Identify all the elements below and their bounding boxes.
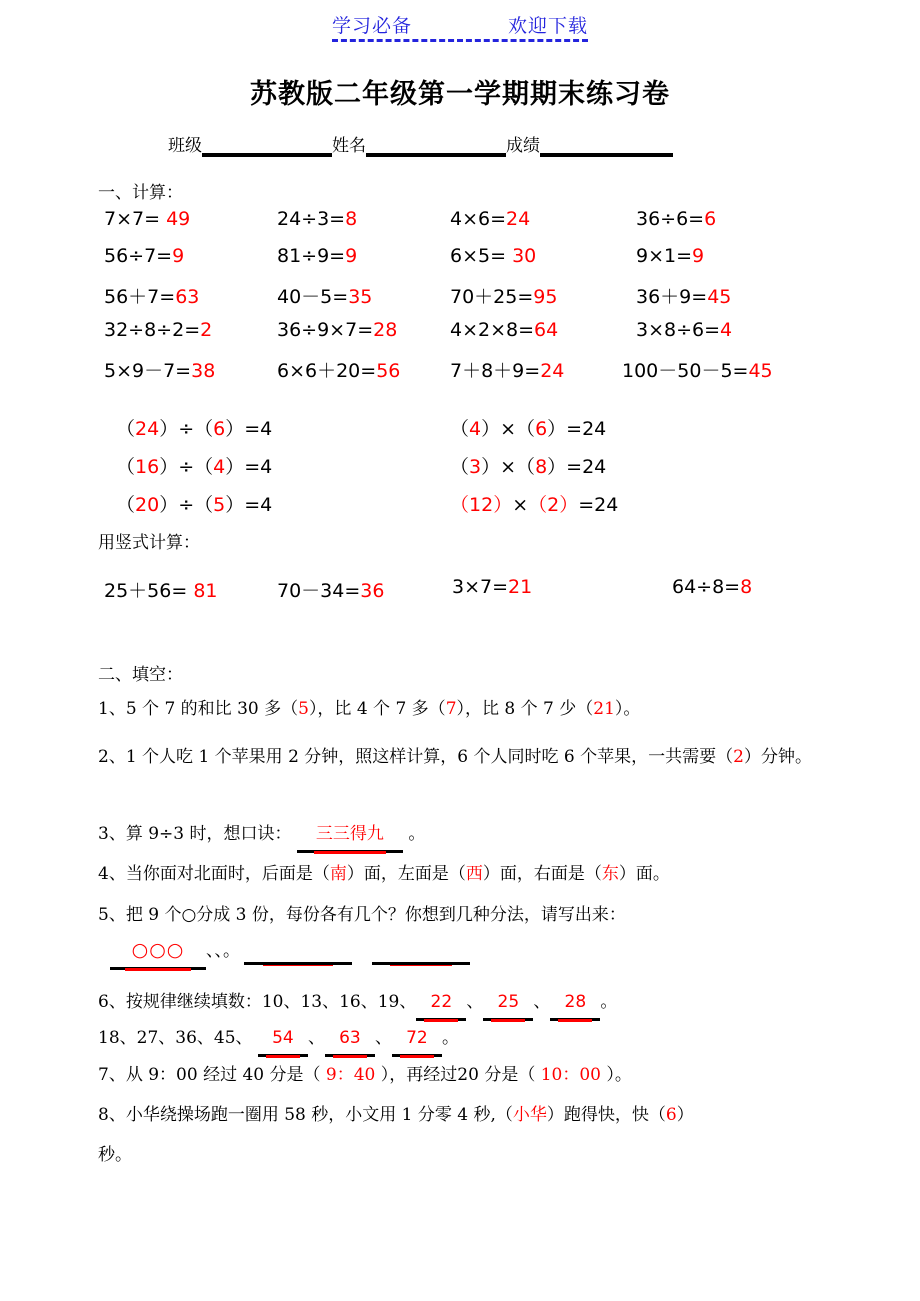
q4-answer: 东 <box>601 864 619 884</box>
calc-answer: 4 <box>720 319 733 341</box>
watermark-header <box>0 16 920 46</box>
question-8 <box>98 1103 898 1129</box>
paren-item: （3）×（8）=24 <box>450 456 607 478</box>
q1-answer: 5 <box>298 699 309 719</box>
paren-answer: 6 <box>213 418 226 440</box>
calc-problem: 40－5= <box>277 286 349 308</box>
calc-row <box>0 319 920 356</box>
q3-text-part: 3、算 9÷3 时，想口诀： <box>98 824 292 844</box>
calc-problem: 70－34= <box>277 580 361 602</box>
calc-row <box>0 282 920 319</box>
vertical-calc-item <box>277 576 384 603</box>
question-8-line-2: 秒。 <box>98 1145 132 1165</box>
q8-text-part: ）跑得快，快（ <box>546 1105 666 1125</box>
paren-answer: 8 <box>535 456 548 478</box>
calc-item <box>277 319 397 341</box>
q8-text-part: 8、小华绕操场跑一圈用 58 秒，小文用 1 分零 4 秒,（ <box>98 1105 513 1125</box>
question-6-line-2 <box>98 1026 904 1052</box>
q6-answer: 22 <box>430 992 453 1012</box>
paren-operator: ÷ <box>178 456 195 478</box>
watermark-dashed-rule <box>332 39 588 42</box>
watermark-left-text: 学习必备 <box>331 15 412 37</box>
q6-answer: 28 <box>564 992 587 1012</box>
calc-answer: 35 <box>348 286 373 308</box>
q5-separator: 。 <box>223 941 240 961</box>
paren-operator: × <box>512 494 529 516</box>
calc-item <box>104 356 215 383</box>
calc-item <box>104 282 199 309</box>
q3-answer-blank[interactable] <box>297 822 403 848</box>
name-label: 姓名 <box>332 136 366 156</box>
calc-answer: 38 <box>191 360 216 382</box>
calc-item <box>450 319 558 341</box>
q6-answer-blank[interactable] <box>392 1026 442 1052</box>
calc-row <box>0 208 920 245</box>
question-3 <box>98 822 904 848</box>
calc-problem: 6×6＋20= <box>277 360 377 382</box>
paren-operator: ÷ <box>178 494 195 516</box>
calc-problem: 7×7= <box>104 208 167 230</box>
paren-operator: × <box>500 418 517 440</box>
q4-text-part: ）面。 <box>618 864 670 884</box>
calc-problem: 5×9－7= <box>104 360 192 382</box>
paren-item: （16）÷（4）=4 <box>116 456 273 478</box>
page-title: 苏教版二年级第一学期期末练习卷 <box>250 79 670 110</box>
calc-problem: 100－50－5= <box>622 360 749 382</box>
calc-answer: 9 <box>172 245 185 267</box>
q6-answer: 54 <box>272 1028 294 1048</box>
q7-text-part: ），再经过20 分是（ <box>375 1065 541 1085</box>
calc-problem: 81÷9= <box>277 245 346 267</box>
paren-result: =24 <box>566 456 607 478</box>
paren-answer: 12 <box>469 494 494 516</box>
calc-item <box>636 282 731 309</box>
q1-text-part: 1、5 个 7 的和比 30 多（ <box>98 699 299 719</box>
calc-item <box>277 282 372 309</box>
q6-answer-blank[interactable] <box>483 990 533 1016</box>
name-blank[interactable] <box>366 135 506 157</box>
q3-text-part: 。 <box>408 824 426 844</box>
paren-result: =4 <box>244 494 273 516</box>
calc-item <box>450 208 530 230</box>
q6-separator: 、 <box>307 1028 325 1048</box>
calc-problem: 56＋7= <box>104 286 176 308</box>
paren-operator: × <box>500 456 517 478</box>
question-7 <box>98 1063 904 1089</box>
q5-separator: 、 <box>214 941 223 961</box>
question-1 <box>98 697 904 723</box>
section-2-heading: 二、填空： <box>98 665 183 685</box>
q6-answer-blank[interactable] <box>258 1026 308 1052</box>
watermark-right-text: 欢迎下载 <box>508 15 589 37</box>
paren-answer: 16 <box>135 456 160 478</box>
calc-problem: 32÷8÷2= <box>104 319 201 341</box>
q6-text-part: 。 <box>441 1028 459 1048</box>
paren-answer: 3 <box>469 456 482 478</box>
calc-problem: 24÷3= <box>277 208 346 230</box>
question-4 <box>98 862 904 888</box>
calc-answer: 21 <box>508 576 533 598</box>
calc-answer: 8 <box>740 576 753 598</box>
q6-text-part: 6、按规律继续填数：10、13、16、19、 <box>98 992 417 1012</box>
calc-problem: 64÷8= <box>672 576 741 598</box>
calc-item <box>104 245 184 267</box>
q8-answer: 小华 <box>512 1105 547 1125</box>
calc-answer: 36 <box>360 580 385 602</box>
calc-answer: 45 <box>707 286 732 308</box>
calc-item <box>636 245 704 267</box>
q6-separator: 、 <box>466 992 484 1012</box>
calc-problem: 3×7= <box>452 576 509 598</box>
q6-answer: 72 <box>406 1028 428 1048</box>
calc-answer: 9 <box>345 245 358 267</box>
q1-text-part: ）。 <box>614 699 641 719</box>
class-blank[interactable] <box>202 135 332 157</box>
q7-answer: 9：40 <box>325 1065 376 1085</box>
paren-result: =4 <box>244 456 273 478</box>
calc-problem: 36÷9×7= <box>277 319 374 341</box>
q8-text-part: ） <box>676 1105 694 1125</box>
q5-answer-blank-1[interactable] <box>110 936 206 965</box>
q4-text-part: 4、当你面对北面时，后面是（ <box>98 864 330 884</box>
student-info-line <box>168 131 673 157</box>
class-label: 班级 <box>168 136 202 156</box>
calc-problem: 7＋8＋9= <box>450 360 541 382</box>
section-1-heading: 一、计算： <box>98 183 183 203</box>
paren-answer: 20 <box>135 494 160 516</box>
q6-answer: 63 <box>339 1028 361 1048</box>
calc-row <box>0 356 920 393</box>
paren-row <box>0 452 920 490</box>
q5-text-part: 5、把 9 个○分成 3 份，每份各有几个？你想到几种分法，请写出来： <box>98 905 626 925</box>
paren-item: （24）÷（6）=4 <box>116 418 273 440</box>
calc-item <box>277 208 357 230</box>
q6-separator: 、 <box>533 992 551 1012</box>
calc-answer: 8 <box>345 208 358 230</box>
paren-result: =4 <box>244 418 273 440</box>
q1-text-part: ），比 4 个 7 多（ <box>308 699 446 719</box>
q4-text-part: ）面，左面是（ <box>346 864 466 884</box>
q5-answer-blank-3[interactable] <box>372 948 470 965</box>
calc-item <box>277 245 357 267</box>
q1-text-part: ），比 8 个 7 少（ <box>456 699 594 719</box>
calc-answer: 95 <box>533 286 558 308</box>
paren-row <box>0 490 920 528</box>
question-5-answer-row <box>110 936 916 965</box>
score-label: 成绩 <box>506 136 540 156</box>
calc-problem: 25＋56= <box>104 580 194 602</box>
q8-answer: 6 <box>665 1105 677 1125</box>
paren-item: （20）÷（5）=4 <box>116 494 273 516</box>
calc-answer: 30 <box>512 245 537 267</box>
paren-answer: 4 <box>469 418 482 440</box>
q2-answer: 2 <box>733 747 744 767</box>
q6-separator: 、 <box>374 1028 392 1048</box>
calc-answer: 9 <box>692 245 705 267</box>
calc-answer: 49 <box>166 208 191 230</box>
q6-text-part: 。 <box>600 992 618 1012</box>
q6-text-part: 18、27、36、45、 <box>98 1028 253 1048</box>
paren-result: =24 <box>566 418 607 440</box>
calc-answer: 24 <box>540 360 565 382</box>
calc-item <box>277 356 400 383</box>
q6-answer: 25 <box>497 992 520 1012</box>
q6-answer-blank[interactable] <box>550 990 600 1016</box>
calc-row <box>0 245 920 282</box>
paren-row <box>0 414 920 452</box>
parenthesis-equation-grid <box>0 414 920 528</box>
calc-item <box>450 245 536 267</box>
calc-item <box>104 208 190 230</box>
vertical-calc-item <box>104 576 218 603</box>
paren-answer: 4 <box>213 456 226 478</box>
calc-item <box>104 319 212 341</box>
calc-answer: 64 <box>534 319 559 341</box>
paren-item: （4）×（6）=24 <box>450 418 607 440</box>
q4-answer: 西 <box>465 864 483 884</box>
calc-item <box>636 208 716 230</box>
question-5 <box>98 903 904 929</box>
q1-answer: 21 <box>593 699 615 719</box>
question-6 <box>98 990 904 1016</box>
q1-answer: 7 <box>445 699 457 719</box>
calc-item <box>450 282 557 309</box>
q5-answer-circles: ○○○ <box>131 939 185 961</box>
calc-answer: 28 <box>373 319 398 341</box>
calc-answer: 56 <box>376 360 401 382</box>
q7-text-part: ）。 <box>600 1065 632 1085</box>
q2-text-part: 2、1 个人吃 1 个苹果用 2 分钟，照这样计算，6 个人同时吃 6 个苹果，一共需要（ <box>98 747 734 767</box>
calc-problem: 36÷6= <box>636 208 705 230</box>
q5-separator: 、 <box>206 941 215 961</box>
q2-text-part: ）分钟。 <box>743 747 812 767</box>
calc-answer: 24 <box>506 208 531 230</box>
q6-answer-blank[interactable] <box>416 990 466 1016</box>
calc-item <box>636 319 732 341</box>
paren-answer: 24 <box>135 418 160 440</box>
calc-problem: 9×1= <box>636 245 693 267</box>
calc-item <box>622 356 773 383</box>
q4-answer: 南 <box>329 864 347 884</box>
calc-answer: 6 <box>704 208 717 230</box>
paren-answer: 2 <box>547 494 560 516</box>
vertical-calc-heading: 用竖式计算： <box>98 533 200 553</box>
calc-problem: 4×2×8= <box>450 319 535 341</box>
calc-answer: 63 <box>175 286 200 308</box>
score-blank[interactable] <box>540 135 673 157</box>
calc-problem: 6×5= <box>450 245 513 267</box>
calc-problem: 56÷7= <box>104 245 173 267</box>
vertical-calc-row <box>0 576 920 610</box>
q7-answer: 10：00 <box>540 1065 601 1085</box>
vertical-calc-item <box>672 576 752 598</box>
q5-answer-blank-2[interactable] <box>244 948 352 965</box>
calc-answer: 81 <box>193 580 218 602</box>
q7-text-part: 7、从 9：00 经过 40 分是（ <box>98 1065 326 1085</box>
calculation-grid <box>0 208 920 393</box>
q6-answer-blank[interactable] <box>325 1026 375 1052</box>
paren-item: （12）×（2）=24 <box>450 494 619 516</box>
paren-result: =24 <box>578 494 619 516</box>
calc-problem: 36＋9= <box>636 286 708 308</box>
vertical-calc-item <box>452 576 532 598</box>
question-2 <box>98 745 888 771</box>
calc-answer: 2 <box>200 319 213 341</box>
calc-problem: 3×8÷6= <box>636 319 721 341</box>
calc-item <box>450 356 564 383</box>
paren-operator: ÷ <box>178 418 195 440</box>
calc-problem: 70＋25= <box>450 286 534 308</box>
q4-text-part: ）面，右面是（ <box>482 864 602 884</box>
q3-answer: 三三得九 <box>315 824 384 844</box>
paren-answer: 6 <box>535 418 548 440</box>
calc-problem: 4×6= <box>450 208 507 230</box>
calc-answer: 45 <box>748 360 773 382</box>
paren-answer: 5 <box>213 494 226 516</box>
